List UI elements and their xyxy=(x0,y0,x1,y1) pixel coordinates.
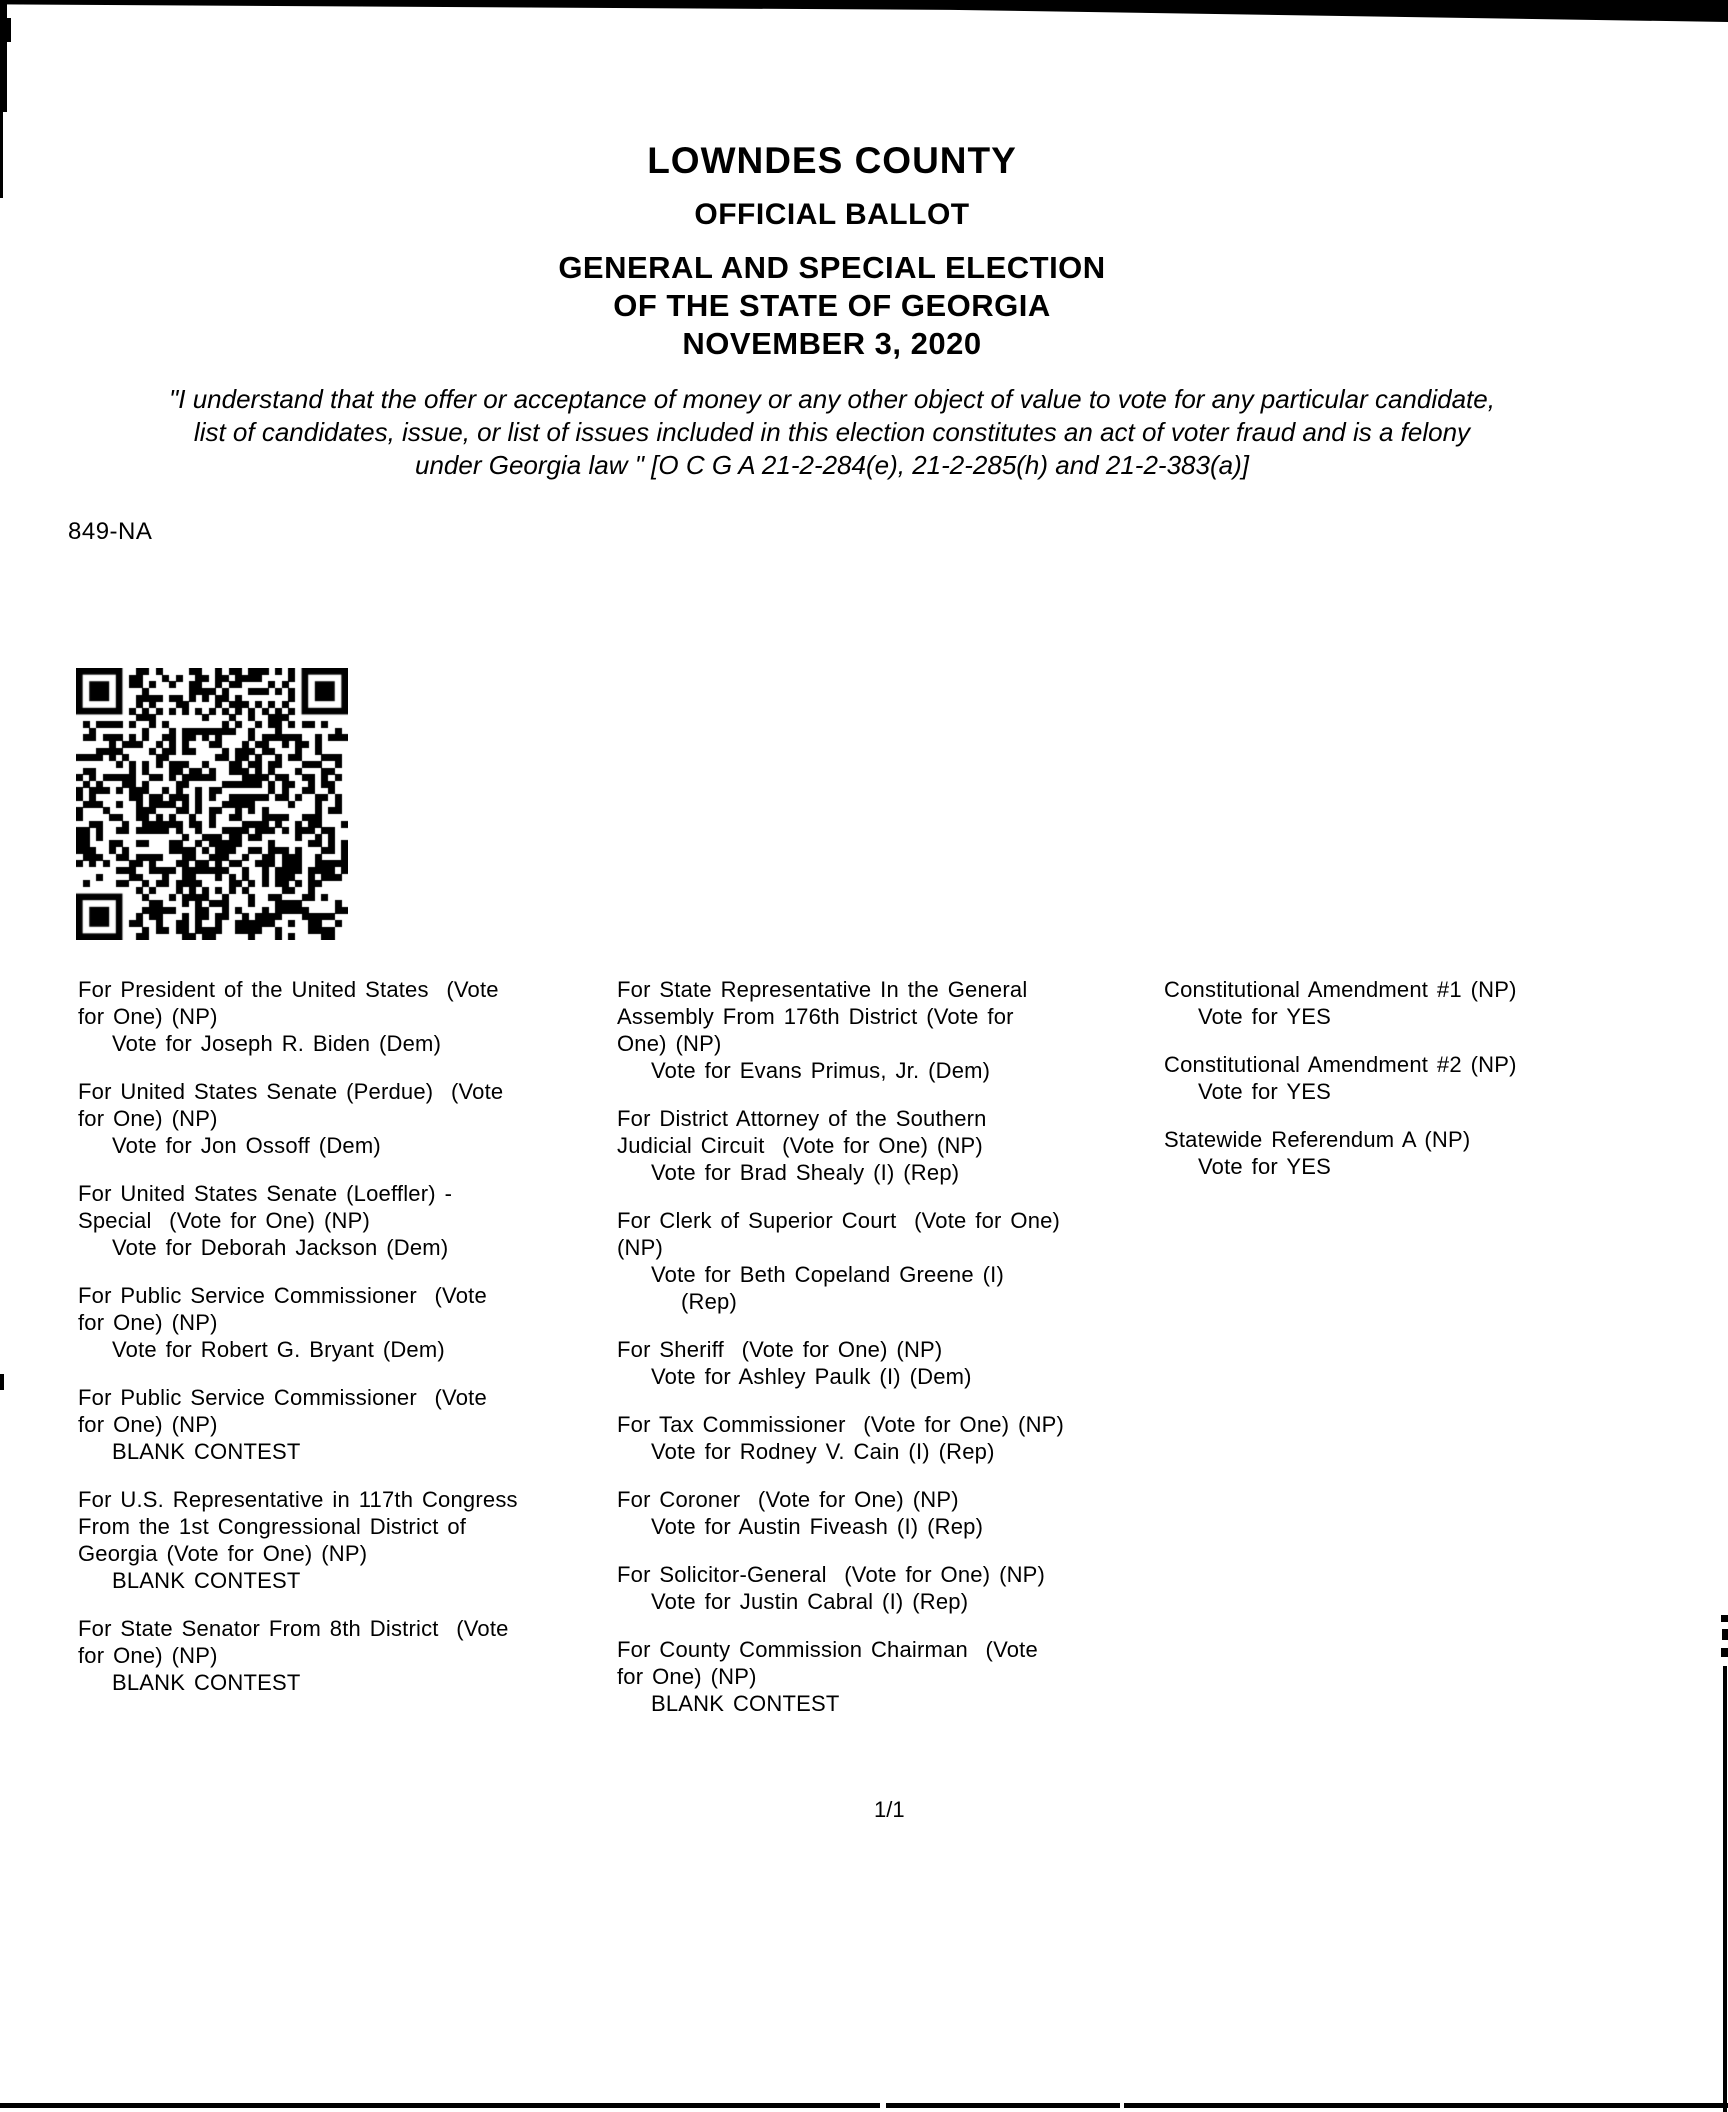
contest-selection-line: Vote for YES xyxy=(1198,1154,1331,1179)
contest-column-1 xyxy=(78,976,518,1717)
scan-mark-right-edge xyxy=(1723,1666,1727,2112)
election-title-line: NOVEMBER 3, 2020 xyxy=(682,326,982,361)
contest-title-line: Statewide Referendum A (NP) xyxy=(1164,1127,1471,1152)
contest-selection-line: BLANK CONTEST xyxy=(112,1568,301,1593)
contest-title-line: for One) (NP) xyxy=(78,1310,218,1335)
contest-title-line: Special (Vote for One) (NP) xyxy=(78,1208,370,1233)
contest-selection-line: BLANK CONTEST xyxy=(112,1670,301,1695)
contest-block xyxy=(1164,1051,1517,1105)
contest-title-line: Judicial Circuit (Vote for One) (NP) xyxy=(617,1133,983,1158)
disclaimer-line: list of candidates, issue, or list of issues included in this election constitutes an act of voter fraud and is a felony xyxy=(193,417,1471,447)
contest-title-line: For Clerk of Superior Court (Vote for One) xyxy=(617,1208,1061,1233)
contest-title-line: for One) (NP) xyxy=(617,1664,757,1689)
contest-title-line: for One) (NP) xyxy=(78,1412,218,1437)
contest-block xyxy=(78,976,518,1057)
scan-mark-top-edge xyxy=(0,0,1728,22)
contest-selection-line: BLANK CONTEST xyxy=(651,1691,840,1716)
contest-title-line: For Tax Commissioner (Vote for One) (NP) xyxy=(617,1412,1065,1437)
contest-block xyxy=(617,1636,1064,1717)
contest-block xyxy=(617,1207,1064,1315)
qr-code-icon xyxy=(76,668,348,940)
contest-title-line: Constitutional Amendment #2 (NP) xyxy=(1164,1052,1517,1077)
contest-block xyxy=(78,1180,518,1261)
scan-mark-left-edge xyxy=(0,0,7,112)
contest-block xyxy=(78,1615,518,1696)
scan-mark-left-edge xyxy=(0,18,11,42)
contest-selection-line: (Rep) xyxy=(681,1289,738,1314)
disclaimer-line: under Georgia law " [O C G A 21-2-284(e), 21-2-285(h) and 21-2-383(a)] xyxy=(415,450,1249,480)
scan-mark-right-dash xyxy=(1722,1629,1728,1640)
contest-title-line: for One) (NP) xyxy=(78,1106,218,1131)
contest-title-line: Constitutional Amendment #1 (NP) xyxy=(1164,977,1517,1002)
contest-title-line: For State Representative In the General xyxy=(617,977,1028,1002)
contest-title-line: for One) (NP) xyxy=(78,1643,218,1668)
contest-block xyxy=(617,1561,1064,1615)
contest-selection-line: Vote for Ashley Paulk (I) (Dem) xyxy=(651,1364,972,1389)
contest-block xyxy=(617,1486,1064,1540)
contest-title-line: For County Commission Chairman (Vote xyxy=(617,1637,1038,1662)
contest-block xyxy=(617,976,1064,1084)
contest-title-line: For President of the United States (Vote xyxy=(78,977,499,1002)
contest-title-line: For Sheriff (Vote for One) (NP) xyxy=(617,1337,943,1362)
contest-title-line: For Public Service Commissioner (Vote xyxy=(78,1283,487,1308)
election-title xyxy=(0,249,1664,363)
contest-selection-line: Vote for Jon Ossoff (Dem) xyxy=(112,1133,381,1158)
page-number: 1/1 xyxy=(874,1797,905,1822)
contest-title-line: For United States Senate (Perdue) (Vote xyxy=(78,1079,504,1104)
page-title: LOWNDES COUNTY xyxy=(647,140,1017,181)
contest-selection-line: Vote for Brad Shealy (I) (Rep) xyxy=(651,1160,960,1185)
voter-fraud-disclaimer xyxy=(0,383,1664,482)
contest-selection-line: Vote for Beth Copeland Greene (I) xyxy=(651,1262,1004,1287)
contest-selection-line: Vote for YES xyxy=(1198,1004,1331,1029)
contest-column-3 xyxy=(1164,976,1517,1201)
contest-block xyxy=(78,1078,518,1159)
contest-title-line: Assembly From 176th District (Vote for xyxy=(617,1004,1014,1029)
scan-mark-right-dash xyxy=(1721,1648,1728,1657)
election-title-line: GENERAL AND SPECIAL ELECTION xyxy=(558,250,1106,285)
contest-selection-line: Vote for Rodney V. Cain (I) (Rep) xyxy=(651,1439,995,1464)
contest-selection-line: Vote for YES xyxy=(1198,1079,1331,1104)
election-title-line: OF THE STATE OF GEORGIA xyxy=(613,288,1051,323)
contest-title-line: for One) (NP) xyxy=(78,1004,218,1029)
contest-title-line: One) (NP) xyxy=(617,1031,722,1056)
ballot-style-id: 849-NA xyxy=(68,518,153,545)
contest-selection-line: Vote for Robert G. Bryant (Dem) xyxy=(112,1337,445,1362)
scan-mark-bottom-edge xyxy=(0,2103,1728,2108)
contest-selection-line: BLANK CONTEST xyxy=(112,1439,301,1464)
contest-selection-line: Vote for Evans Primus, Jr. (Dem) xyxy=(651,1058,991,1083)
contest-selection-line: Vote for Justin Cabral (I) (Rep) xyxy=(651,1589,969,1614)
ballot-subtitle: OFFICIAL BALLOT xyxy=(694,198,970,231)
contest-block xyxy=(78,1282,518,1363)
disclaimer-line: "I understand that the offer or acceptance of money or any other object of value to vote for any particular candidate, xyxy=(169,384,1495,414)
contest-block xyxy=(617,1105,1064,1186)
contest-block xyxy=(617,1336,1064,1390)
scan-mark-left-tick xyxy=(0,1374,4,1390)
contest-title-line: For Coroner (Vote for One) (NP) xyxy=(617,1487,959,1512)
contest-title-line: For State Senator From 8th District (Vote xyxy=(78,1616,509,1641)
contest-title-line: For U.S. Representative in 117th Congress xyxy=(78,1487,518,1512)
contest-title-line: For Solicitor-General (Vote for One) (NP) xyxy=(617,1562,1046,1587)
contest-block xyxy=(78,1384,518,1465)
contest-block xyxy=(1164,1126,1517,1180)
contest-title-line: (NP) xyxy=(617,1235,664,1260)
contest-selection-line: Vote for Joseph R. Biden (Dem) xyxy=(112,1031,442,1056)
contest-title-line: For District Attorney of the Southern xyxy=(617,1106,987,1131)
contest-title-line: From the 1st Congressional District of xyxy=(78,1514,467,1539)
contest-title-line: For Public Service Commissioner (Vote xyxy=(78,1385,487,1410)
contest-title-line: Georgia (Vote for One) (NP) xyxy=(78,1541,368,1566)
contest-block xyxy=(78,1486,518,1594)
contest-block xyxy=(1164,976,1517,1030)
contest-title-line: For United States Senate (Loeffler) - xyxy=(78,1181,453,1206)
contest-column-2 xyxy=(617,976,1064,1738)
contest-block xyxy=(617,1411,1064,1465)
contest-selection-line: Vote for Austin Fiveash (I) (Rep) xyxy=(651,1514,984,1539)
scan-mark-right-dash xyxy=(1721,1615,1728,1622)
contest-selection-line: Vote for Deborah Jackson (Dem) xyxy=(112,1235,449,1260)
